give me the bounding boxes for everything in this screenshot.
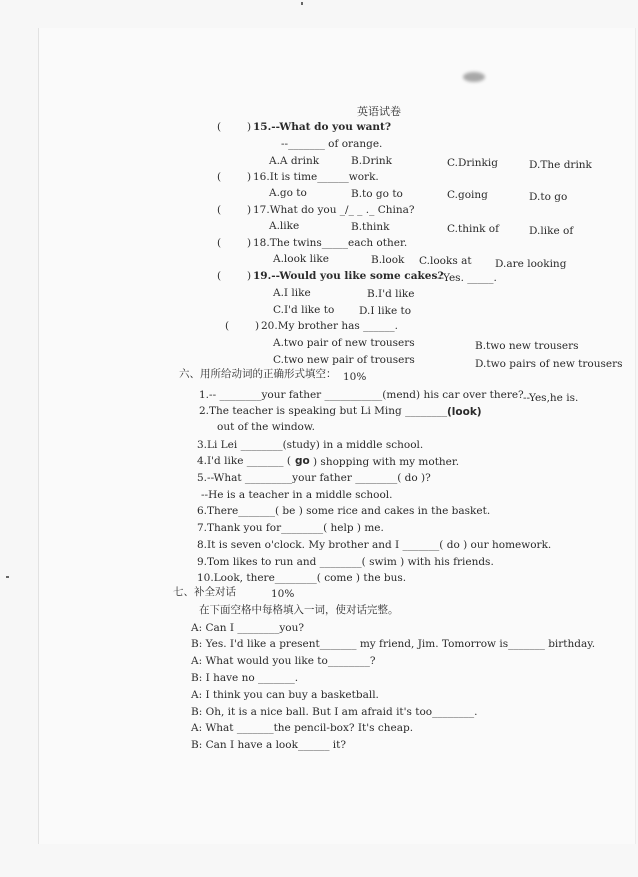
- section-6-points: 10%: [343, 371, 367, 383]
- verb-item: 1.-- ________your father ___________(mend) his car over there?: [199, 389, 524, 401]
- paren: ): [247, 270, 252, 282]
- dialogue-line: A: What would you like to________?: [191, 655, 376, 667]
- option: D.two pairs of new trousers: [475, 358, 623, 370]
- option: C.looks at: [419, 255, 472, 267]
- verb-item: 5.--What _________your father ________( do )?: [197, 472, 431, 484]
- option: C.I'd like to: [273, 304, 335, 316]
- paren: (: [217, 237, 222, 249]
- question-15: 15.--What do you want?: [253, 121, 392, 133]
- paren: ): [247, 204, 252, 216]
- option: A.I like: [273, 287, 311, 299]
- option: A.two pair of new trousers: [273, 337, 415, 349]
- option: A.like: [269, 220, 300, 232]
- paren: ): [247, 171, 252, 183]
- verb-item: 9.Tom likes to run and ________( swim ) with his friends.: [197, 556, 494, 568]
- verb-item: 2.The teacher is speaking but Li Ming ________: [199, 405, 448, 417]
- option: D.I like to: [359, 305, 412, 317]
- dialogue-line: B: I have no _______.: [191, 672, 299, 684]
- option: C.Drinkig: [447, 157, 498, 169]
- dialogue-line: A: What _______the pencil-box? It's cheap.: [191, 722, 414, 734]
- option: B.think: [351, 221, 390, 233]
- paren: (: [225, 320, 230, 332]
- option: B.to go to: [351, 188, 403, 200]
- scan-mark: [6, 576, 9, 578]
- paren: ): [247, 121, 252, 133]
- option: A.look like: [273, 253, 329, 265]
- section-7-title: 七、补全对话: [173, 586, 236, 598]
- option: B.look: [371, 254, 405, 266]
- option: C.two new pair of trousers: [273, 354, 415, 366]
- option: C.going: [447, 189, 488, 201]
- verb-item: ) shopping with my mother.: [313, 456, 460, 468]
- verb-item: 3.Li Lei ________(study) in a middle school.: [197, 439, 424, 451]
- option: A.go to: [269, 187, 307, 199]
- paren: (: [217, 121, 222, 133]
- verb-item: 6.There_______( be ) some rice and cakes in the basket.: [197, 505, 491, 517]
- dialogue-line: A: Can I ________you?: [191, 622, 304, 634]
- option: B.Drink: [351, 155, 392, 167]
- section-6-title: 六、用所给动词的正确形式填空：: [179, 368, 337, 380]
- dialogue-line: B: Can I have a look______ it?: [191, 739, 346, 751]
- paren: (: [217, 270, 222, 282]
- option: D.The drink: [529, 159, 592, 171]
- verb-item: 7.Thank you for________( help ) me.: [197, 522, 384, 534]
- option: B.two new trousers: [475, 340, 579, 352]
- dialogue-line: A: I think you can buy a basketball.: [191, 689, 379, 701]
- scan-mark: [301, 2, 303, 5]
- question-15-answer: --_______ of orange.: [281, 138, 383, 150]
- section-7-instruction: 在下面空格中每格填入一词，使对话完整。: [199, 604, 399, 616]
- dialogue-line: B: Yes. I'd like a present_______ my friend, Jim. Tomorrow is_______ birthday.: [191, 638, 596, 650]
- scan-smudge: [463, 72, 485, 82]
- question-19-reply: --Yes. _____.: [437, 272, 497, 284]
- exam-sheet: [38, 28, 636, 844]
- question-16: 16.It is time______work.: [253, 171, 379, 183]
- paren: (: [217, 171, 222, 183]
- dialogue-line: B: Oh, it is a nice ball. But I am afraid it's too________.: [191, 706, 478, 718]
- question-17: 17.What do you _/_ _ ._ China?: [253, 204, 415, 216]
- paren: ): [255, 320, 260, 332]
- handwritten-hint: go: [295, 455, 310, 467]
- option: D.to go: [529, 191, 568, 203]
- question-20: 20.My brother has ______.: [261, 320, 398, 332]
- paren: (: [217, 204, 222, 216]
- verb-item: --He is a teacher in a middle school.: [201, 489, 393, 501]
- option: D.like of: [529, 225, 574, 237]
- option: A.A drink: [269, 155, 320, 167]
- paren: ): [247, 237, 252, 249]
- verb-item: out of the window.: [217, 421, 315, 433]
- option: B.I'd like: [367, 288, 415, 300]
- handwritten-hint: (look): [447, 406, 482, 418]
- option: C.think of: [447, 223, 500, 235]
- verb-item: 8.It is seven o'clock. My brother and I _______( do ) our homework.: [197, 539, 552, 551]
- question-18: 18.The twins_____each other.: [253, 237, 408, 249]
- page-title: 英语试卷: [357, 105, 401, 118]
- option: D.are looking: [495, 258, 567, 270]
- verb-item: 4.I'd like _______ (: [197, 455, 291, 467]
- section-7-points: 10%: [271, 588, 295, 600]
- question-19: 19.--Would you like some cakes?: [253, 270, 444, 282]
- verb-item: 10.Look, there________( come ) the bus.: [197, 572, 407, 584]
- verb-item-reply: --Yes,he is.: [523, 392, 579, 404]
